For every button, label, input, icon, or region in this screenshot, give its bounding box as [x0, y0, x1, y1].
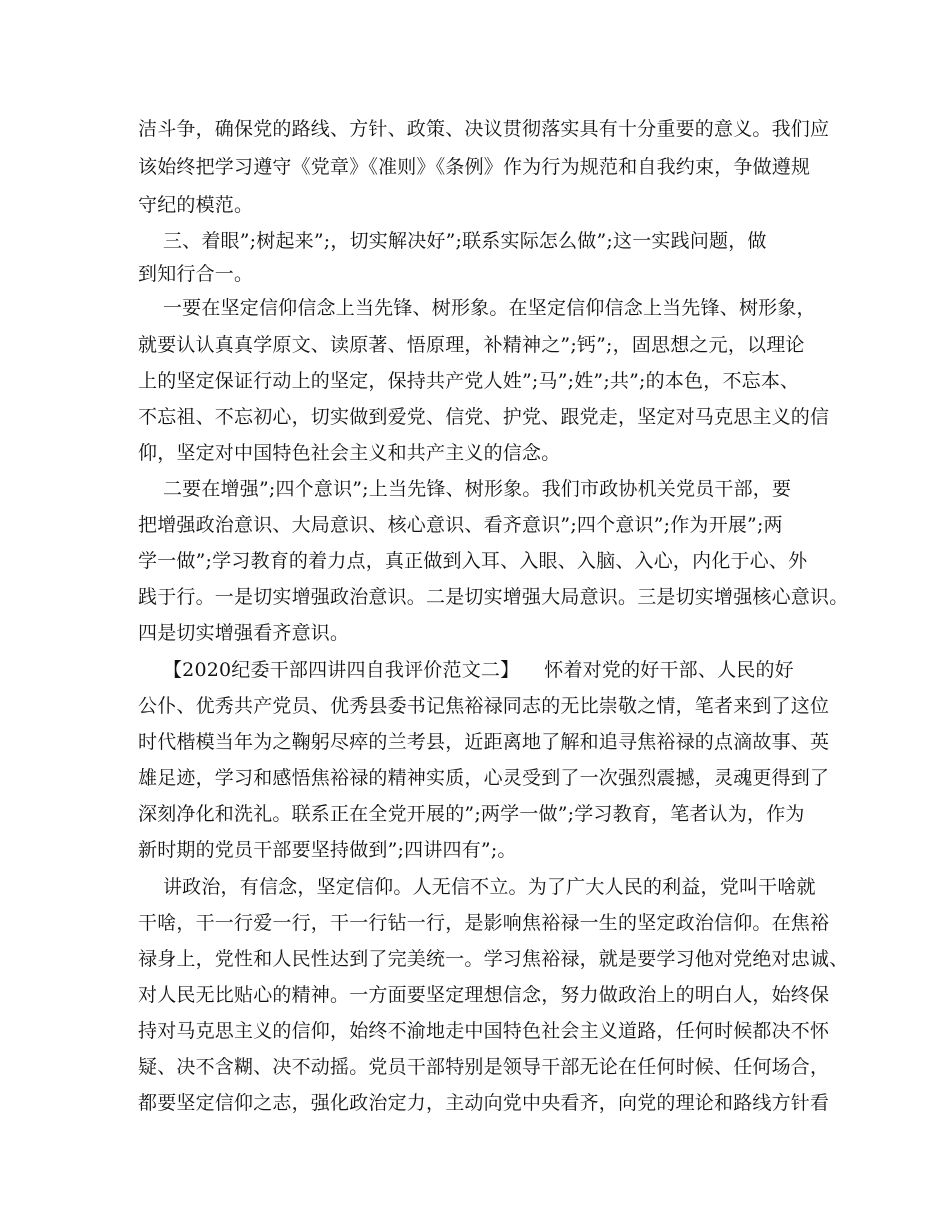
text-line: 二要在增强”;四个意识”;上当先锋、树形象。我们市政协机关党员干部，要 — [138, 478, 792, 500]
text-line: 该始终把学习遵守《党章》《准则》《条例》作为行为规范和自我约束，争做遵规 — [138, 156, 811, 178]
text-line: 三、着眼”;树起来”;，切实解决好”;联系实际怎么做”;这一实践问题，做 — [138, 230, 767, 252]
text-line: 把增强政治意识、大局意识、核心意识、看齐意识”;四个意识”;作为开展”;两 — [138, 514, 783, 536]
text-line: 疑、决不含糊、决不动摇。党员干部特别是领导干部无论在任何时候、任何场合， — [138, 1056, 830, 1078]
text-line: 上的坚定保证行动上的坚定，保持共产党人姓”;马”;姓”;共”;的本色，不忘本、 — [138, 370, 800, 392]
text-line: 四是切实增强看齐意识。 — [138, 622, 350, 644]
text-line: 讲政治，有信念，坚定信仰。人无信不立。为了广大人民的利益，党叫干啥就 — [138, 876, 816, 898]
text-line: 都要坚定信仰之志，强化政治定力，主动向党中央看齐，向党的理论和路线方针看 — [138, 1092, 830, 1114]
text-line: 禄身上，党性和人民性达到了完美统一。学习焦裕禄，就是要学习他对党绝对忠诚、 — [138, 948, 849, 970]
text-line: 就要认认真真学原文、读原著、悟原理，补精神之”;钙”;，固思想之元，以理论 — [138, 334, 805, 356]
text-line: 深刻净化和洗礼。联系正在全党开展的”;两学一做”;学习教育，笔者认为，作为 — [138, 803, 805, 825]
text-line: 洁斗争，确保党的路线、方针、政策、决议贯彻落实具有十分重要的意义。我们应 — [138, 118, 830, 140]
text-line: 到知行合一。 — [138, 263, 254, 285]
text-line: 雄足迹，学习和感悟焦裕禄的精神实质，心灵受到了一次强烈震撼，灵魂更得到了 — [138, 767, 830, 789]
text-line: 学一做”;学习教育的着力点，真正做到入耳、入眼、入脑、入心，内化于心、外 — [138, 550, 808, 572]
text-line: 不忘祖、不忘初心，切实做到爱党、信党、护党、跟党走，坚定对马克思主义的信 — [138, 406, 830, 428]
text-line: 时代楷模当年为之鞠躬尽瘁的兰考县，近距离地了解和追寻焦裕禄的点滴故事、英 — [138, 731, 830, 753]
text-line: 【2020纪委干部四讲四自我评价范文二】 怀着对党的好干部、人民的好 — [138, 659, 794, 681]
text-line: 干啥，干一行爱一行，干一行钻一行，是影响焦裕禄一生的坚定政治信仰。在焦裕 — [138, 912, 830, 934]
text-line: 守纪的模范。 — [138, 194, 254, 216]
text-line: 持对马克思主义的信仰，始终不渝地走中国特色社会主义道路，任何时候都决不怀 — [138, 1020, 830, 1042]
text-line: 新时期的党员干部要坚持做到”;四讲四有”;。 — [138, 839, 517, 861]
text-line: 对人民无比贴心的精神。一方面要坚定理想信念，努力做政治上的明白人，始终保 — [138, 984, 830, 1006]
text-line: 践于行。一是切实增强政治意识。二是切实增强大局意识。三是切实增强核心意识。 — [138, 586, 849, 608]
text-line: 一要在坚定信仰信念上当先锋、树形象。在坚定信仰信念上当先锋、树形象， — [138, 297, 816, 319]
text-line: 仰，坚定对中国特色社会主义和共产主义的信念。 — [138, 442, 561, 464]
text-line: 公仆、优秀共产党员、优秀县委书记焦裕禄同志的无比崇敬之情，笔者来到了这位 — [138, 695, 830, 717]
